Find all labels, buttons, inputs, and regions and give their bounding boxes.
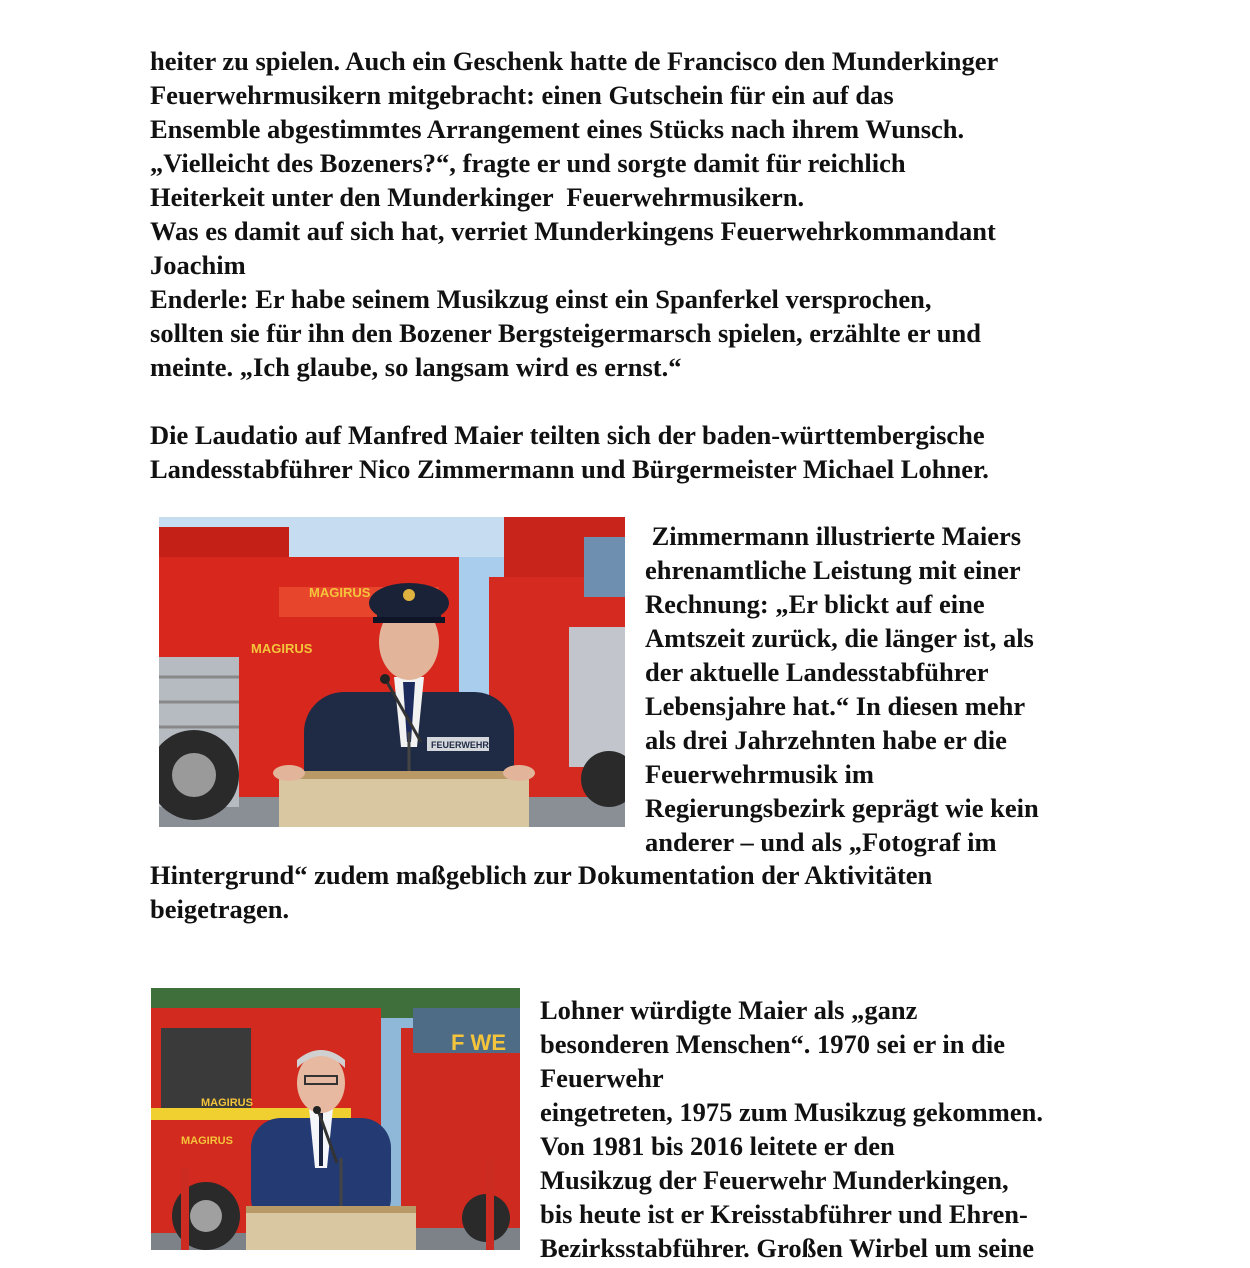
text-line: der aktuelle Landesstabführer bbox=[645, 657, 989, 687]
text-line: Feuerwehrmusikern mitgebracht: einen Gutschein für ein auf das bbox=[150, 80, 894, 110]
text-line: Bezirksstabführer. Großen Wirbel um seine bbox=[540, 1233, 1034, 1263]
text-line: Was es damit auf sich hat, verriet Munderkingens Feuerwehrkommandant bbox=[150, 216, 996, 246]
text-line: Enderle: Er habe seinem Musikzug einst ein Spanferkel versprochen, bbox=[150, 284, 932, 314]
text-line: Feuerwehrmusik im bbox=[645, 759, 874, 789]
text-line: besonderen Menschen“. 1970 sei er in die bbox=[540, 1029, 1005, 1059]
text-line: „Vielleicht des Bozeners?“, fragte er und sorgte damit für reichlich bbox=[150, 148, 906, 178]
text-line: heiter zu spielen. Auch ein Geschenk hatte de Francisco den Munderkinger bbox=[150, 46, 999, 76]
truck-label: MAGIRUS bbox=[251, 641, 313, 656]
text-line: Ensemble abgestimmtes Arrangement eines Stücks nach ihrem Wunsch. bbox=[150, 114, 965, 144]
text-line: Regierungsbezirk geprägt wie kein bbox=[645, 793, 1039, 823]
text-line: ehrenamtliche Leistung mit einer bbox=[645, 555, 1021, 585]
text-line: als drei Jahrzehnten habe er die bbox=[645, 725, 1007, 755]
text-line: anderer – und als „Fotograf im bbox=[645, 827, 997, 857]
text-line: Musikzug der Feuerwehr Munderkingen, bbox=[540, 1165, 1009, 1195]
truck-label: MAGIRUS bbox=[181, 1135, 233, 1147]
photo-zimmermann-speaking bbox=[159, 517, 625, 827]
truck-label: MAGIRUS bbox=[201, 1097, 253, 1109]
text-line: Rechnung: „Er blickt auf eine bbox=[645, 589, 985, 619]
text-line: Joachim bbox=[150, 250, 246, 280]
text-line: bis heute ist er Kreisstabführer und Ehren- bbox=[540, 1199, 1028, 1229]
text-line: Hintergrund“ zudem maßgeblich zur Dokumentation der Aktivitäten bbox=[150, 860, 933, 890]
text-line: Zimmermann illustrierte Maiers bbox=[645, 521, 1022, 551]
text-line: Die Laudatio auf Manfred Maier teilten sich der baden-württembergische bbox=[150, 420, 985, 450]
text-line: meinte. „Ich glaube, so langsam wird es ernst.“ bbox=[150, 352, 682, 382]
truck-lettering: F WE bbox=[451, 1030, 506, 1055]
text-line: Lebensjahre hat.“ In diesen mehr bbox=[645, 691, 1026, 721]
text-line: Landesstabführer Nico Zimmermann und Bürgermeister Michael Lohner. bbox=[150, 454, 989, 484]
text-line: Heiterkeit unter den Munderkinger Feuerwehrmusikern. bbox=[150, 182, 805, 212]
text-line: sollten sie für ihn den Bozener Bergsteigermarsch spielen, erzählte er und bbox=[150, 318, 981, 348]
jacket-badge: FEUERWEHR bbox=[431, 740, 489, 750]
text-line: Von 1981 bis 2016 leitete er den bbox=[540, 1131, 895, 1161]
text-line: Amtszeit zurück, die länger ist, als bbox=[645, 623, 1034, 653]
text-line: Lohner würdigte Maier als „ganz bbox=[540, 995, 918, 1025]
text-line: Feuerwehr bbox=[540, 1063, 664, 1093]
photo-lohner-speaking bbox=[151, 988, 520, 1250]
text-line: eingetreten, 1975 zum Musikzug gekommen. bbox=[540, 1097, 1043, 1127]
truck-label: MAGIRUS bbox=[309, 585, 371, 600]
text-line: beigetragen. bbox=[150, 894, 290, 924]
